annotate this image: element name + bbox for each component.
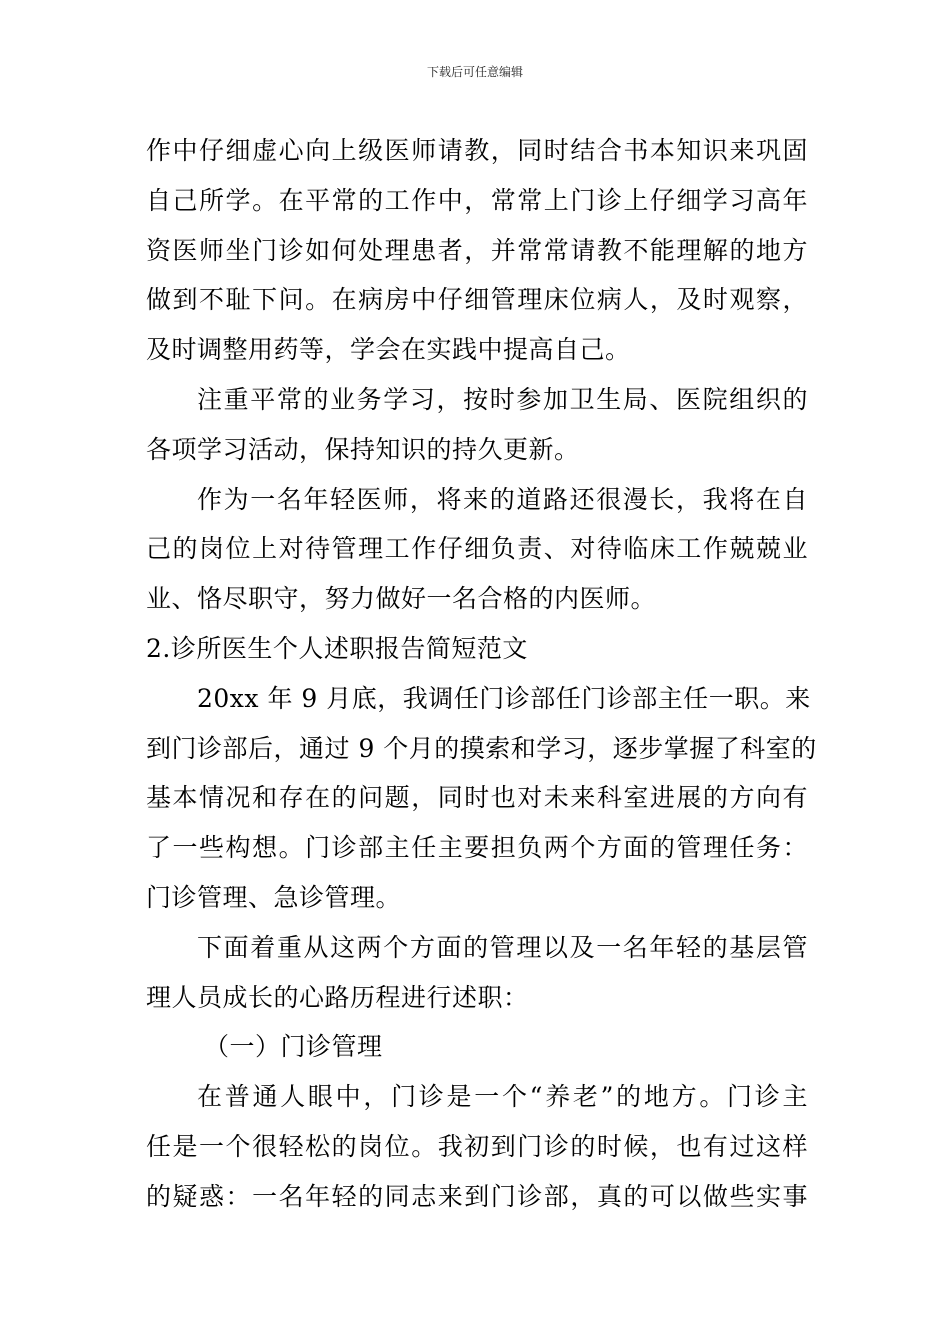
paragraph-first-line: 作为一名年轻医师，将来的道路还很漫长，我将在自 — [197, 484, 808, 514]
section-heading: 2.诊所医生个人述职报告简短范文 — [146, 633, 528, 663]
paragraph-first-line: 注重平常的业务学习，按时参加卫生局、医院组织的 — [197, 384, 808, 414]
text-line: 己的岗位上对待管理工作仔细负责、对待临床工作兢兢业 — [146, 534, 808, 564]
text-line: 基本情况和存在的问题，同时也对未来科室进展的方向有 — [146, 783, 808, 813]
text-line: 做到不耻下问。在病房中仔细管理床位病人，及时观察， — [146, 285, 808, 315]
text-line: 业、恪尽职守，努力做好一名合格的内医师。 — [146, 584, 657, 614]
text-line: 及时调整用药等，学会在实践中提高自己。 — [146, 335, 631, 365]
paragraph-first-line: 在普通人眼中，门诊是一个“养老”的地方。门诊主 — [197, 1082, 808, 1112]
text-line: 到门诊部后，通过 9 个月的摸索和学习，逐步掌握了科室的 — [146, 733, 817, 763]
subsection-heading: （一）门诊管理 — [204, 1032, 383, 1062]
text-line: 各项学习活动，保持知识的持久更新。 — [146, 434, 580, 464]
paragraph-first-line: 下面着重从这两个方面的管理以及一名年轻的基层管 — [197, 932, 808, 962]
text-line: 理人员成长的心路历程进行述职： — [146, 982, 529, 1012]
text-line: 任是一个很轻松的岗位。我初到门诊的时候，也有过这样 — [146, 1131, 808, 1161]
document-body — [146, 126, 817, 1222]
text-line: 门诊管理、急诊管理。 — [146, 882, 402, 912]
text-line: 的疑惑：一名年轻的同志来到门诊部，真的可以做些实事 — [146, 1181, 808, 1211]
text-line: 资医师坐门诊如何处理患者，并常常请教不能理解的地方 — [146, 235, 808, 265]
paragraph-first-line: 20xx 年 9 月底，我调任门诊部任门诊部主任一职。来 — [197, 683, 811, 713]
text-line: 了一些构想。门诊部主任主要担负两个方面的管理任务： — [146, 833, 808, 863]
text-line: 自己所学。在平常的工作中，常常上门诊上仔细学习高年 — [146, 185, 808, 215]
page-header: 下载后可任意编辑 — [426, 65, 523, 79]
text-line: 作中仔细虚心向上级医师请教，同时结合书本知识来巩固 — [146, 136, 808, 165]
